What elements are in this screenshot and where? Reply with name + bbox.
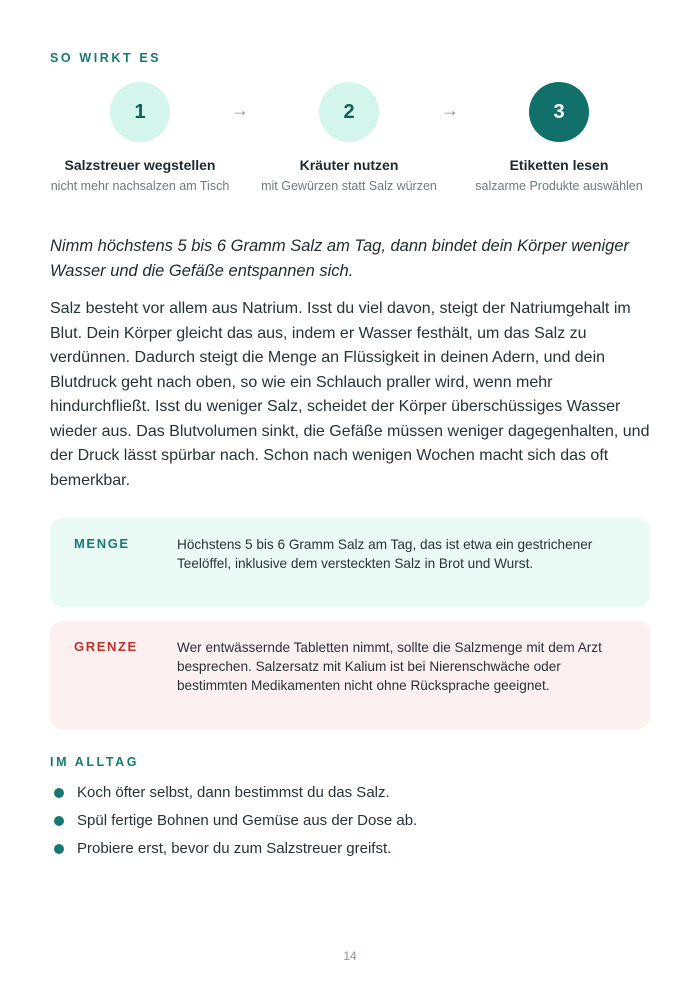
step-number-badge: 3 (529, 82, 589, 142)
section-label-how-it-works: SO WIRKT ES (50, 51, 162, 65)
step-subtitle: nicht mehr nachsalzen am Tisch (50, 179, 230, 193)
page-number: 14 (343, 949, 357, 963)
callout-limit (50, 621, 650, 729)
callout-tag: GRENZE (74, 639, 138, 654)
callout-tag: MENGE (74, 536, 130, 551)
tips-list (50, 779, 650, 863)
step-title: Kräuter nutzen (299, 157, 399, 173)
bullet-dot-icon (54, 844, 64, 854)
bullet-dot-icon (54, 788, 64, 798)
section-label-daily: IM ALLTAG (50, 755, 140, 769)
bullet-dot-icon (54, 816, 64, 826)
list-item-text: Probiere erst, bevor du zum Salzstreuer greifst. (77, 840, 392, 857)
list-item (50, 779, 650, 807)
list-item-text: Koch öfter selbst, dann bestimmst du das Salz. (77, 784, 390, 801)
step-title: Salzstreuer wegstellen (64, 157, 216, 173)
step-number-badge: 2 (319, 82, 379, 142)
step-subtitle: salzarme Produkte auswählen (475, 179, 643, 193)
list-item (50, 835, 650, 863)
steps-row (50, 82, 650, 222)
step-subtitle: mit Gewürzen statt Salz würzen (261, 179, 437, 193)
step-number-badge: 1 (110, 82, 170, 142)
step-title: Etiketten lesen (509, 157, 609, 173)
step-3 (464, 82, 654, 195)
arrow-right-icon: → (441, 100, 459, 120)
list-item (50, 807, 650, 835)
list-item-text: Spül fertige Bohnen und Gemüse aus der Dose ab. (77, 812, 418, 829)
callout-text: Wer entwässernde Tabletten nimmt, sollte die Salzmenge mit dem Arzt besprechen. Salzersatz mit Kalium ist bei Nierenschwäche oder bestimmten Medikamenten nicht ohne Rücksprache geeignet. (177, 640, 602, 693)
callout-text: Höchstens 5 bis 6 Gramm Salz am Tag, das ist etwa ein gestrichener Teelöffel, inklusive dem versteckten Salz in Brot und Wurst. (177, 537, 593, 571)
callout-amount (50, 518, 650, 607)
body-paragraph: Salz besteht vor allem aus Natrium. Isst du viel davon, steigt der Natriumgehalt im Blut. Dein Körper gleicht das aus, indem er Wasser festhält, um das Salz zu verdünnen. Dadurch steigt die Menge an Flüssigkeit in deinen Adern, und dein Blutdruck geht nach oben, so wie ein Schlauch praller wird, wenn mehr hindurchfließt. Isst du weniger Salz, scheidet der Körper überschüssiges Wasser wieder aus. Das Blutvolumen sinkt, die Gefäße müssen weniger dagegenhalten, und der Druck lässt spürbar nach. Schon nach wenigen Wochen macht sich das oft bemerkbar. (50, 300, 650, 489)
step-1 (45, 82, 235, 195)
arrow-right-icon: → (231, 100, 249, 120)
lead-paragraph: Nimm höchstens 5 bis 6 Gramm Salz am Tag, dann bindet dein Körper weniger Wasser und die Gefäße entspannen sich. (50, 237, 630, 280)
step-2 (254, 82, 444, 195)
